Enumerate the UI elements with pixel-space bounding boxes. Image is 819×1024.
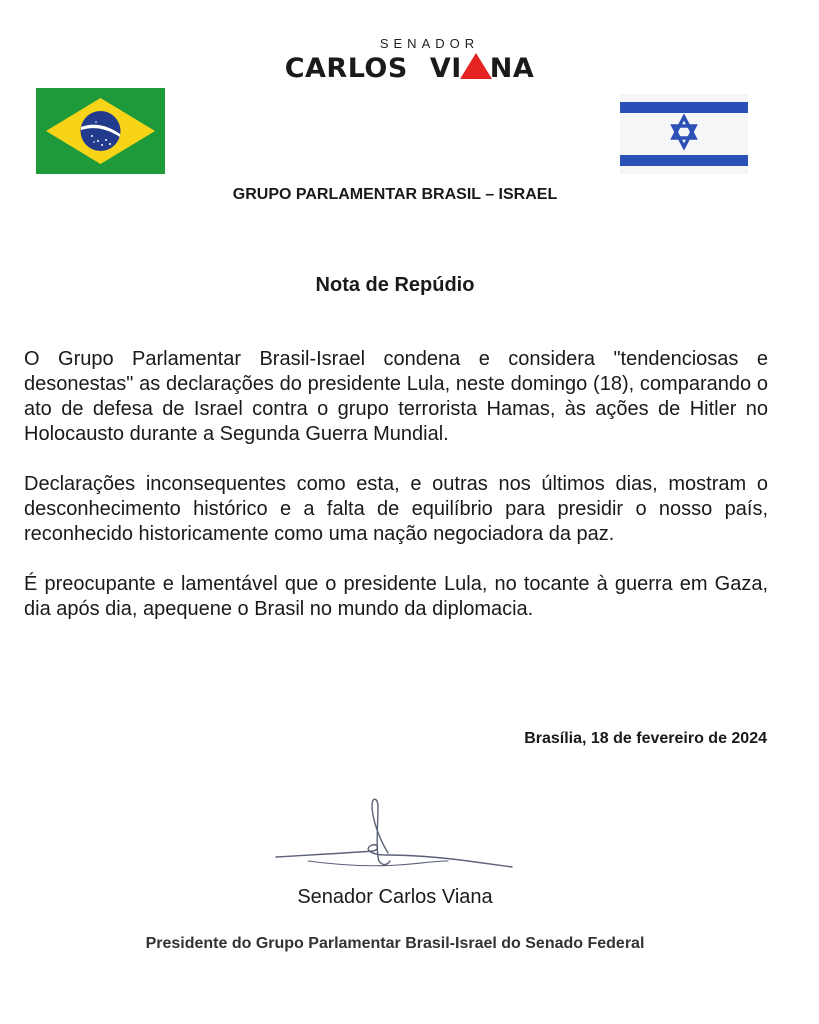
group-title: GRUPO PARLAMENTAR BRASIL – ISRAEL (232, 186, 558, 203)
handwritten-signature (268, 795, 518, 885)
note-title: Nota de Repúdio (315, 274, 475, 296)
dateline: Brasília, 18 de fevereiro de 2024 (524, 730, 767, 747)
logo-title: SENADOR (379, 36, 480, 51)
paragraph-3: É preocupante e lamentável que o presidente Lula, no tocante à guerra em Gaza, dia após dia, apequene o Brasil no mundo da diplomacia. (24, 573, 768, 620)
israel-flag-icon (620, 94, 748, 174)
paragraph-2: Declarações inconsequentes como esta, e outras nos últimos dias, mostram o desconhecimento histórico e a falta de equilíbrio para presidir o nosso país, reconhecido historicamente como uma nação negociadora da paz. (24, 473, 768, 545)
senator-logo (0, 36, 819, 84)
logo-first-name: CARLOS (284, 53, 408, 84)
signer-role: Presidente do Grupo Parlamentar Brasil-Israel do Senado Federal (145, 935, 645, 952)
brazil-flag-icon (36, 88, 165, 174)
paragraph-1: O Grupo Parlamentar Brasil-Israel condena e considera "tendenciosas e desonestas" as declarações do presidente Lula, neste domingo (18), comparando o ato de defesa de Israel contra o grupo terrorista Hamas, às ações de Hitler no Holocausto durante a Segunda Guerra Mundial. (24, 348, 768, 445)
logo-last-name-part1: VI (429, 53, 462, 84)
logo-name (0, 53, 819, 84)
signer-name: Senador Carlos Viana (297, 886, 493, 908)
triangle-icon (460, 53, 492, 79)
logo-last-name-part2: NA (489, 53, 535, 84)
